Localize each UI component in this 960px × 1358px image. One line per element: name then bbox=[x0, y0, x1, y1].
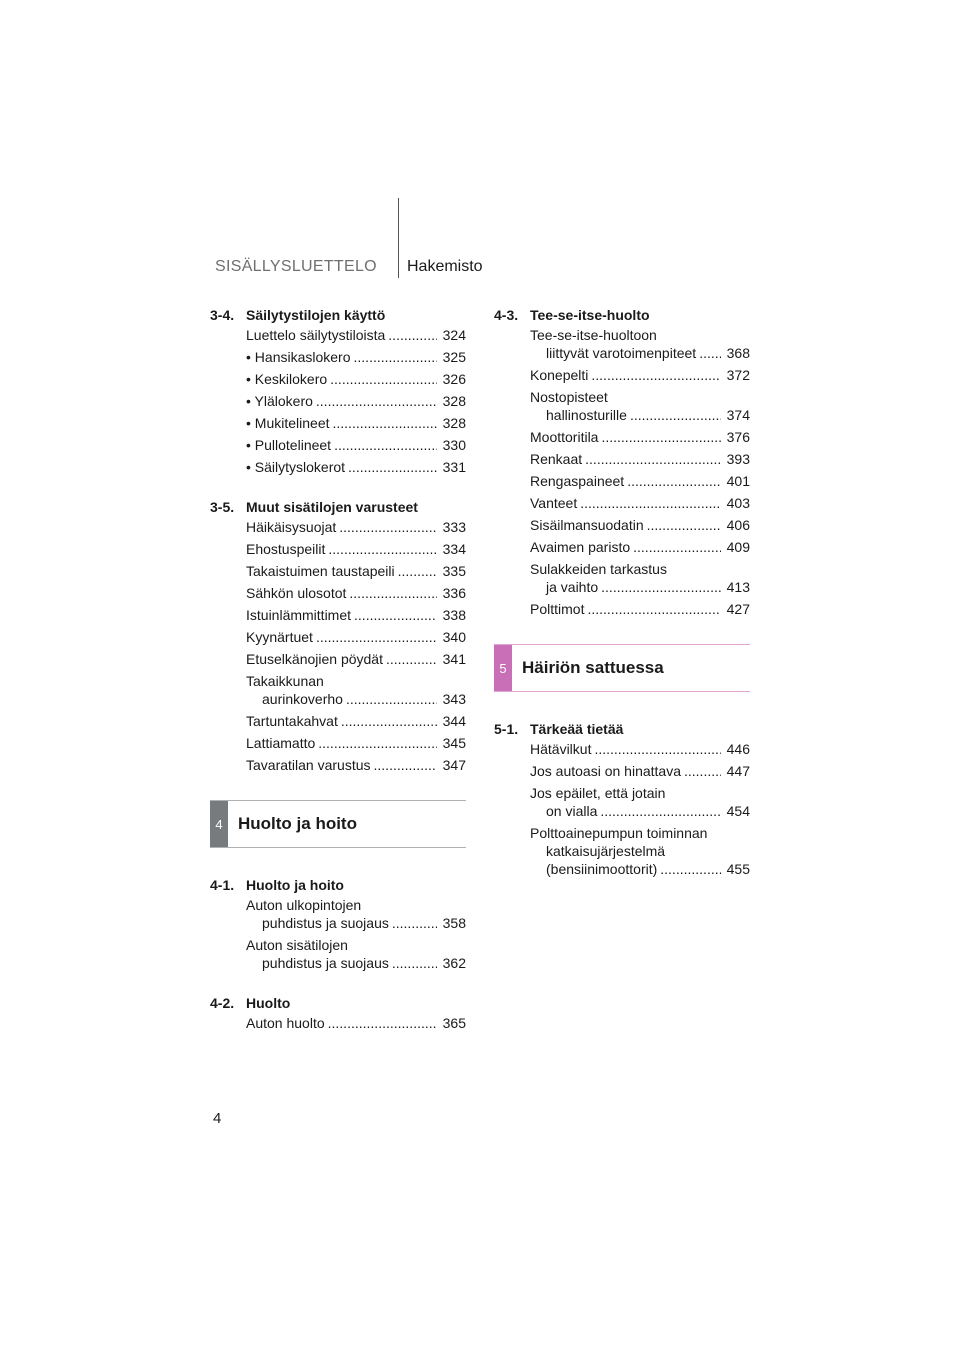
section-title: 4-2. Huolto bbox=[210, 995, 291, 1011]
toc-entry[interactable]: Sisäilmansuodatin ..... 406 bbox=[494, 516, 750, 534]
toc-entry[interactable]: Hätävilkut ..... 446 bbox=[494, 740, 750, 758]
toc-entry[interactable]: • Keskilokero ..... 326 bbox=[210, 370, 466, 388]
section-title: 3-5. Muut sisätilojen varusteet bbox=[210, 499, 418, 515]
toc-entry[interactable]: Lattiamatto ..... 345 bbox=[210, 734, 466, 752]
toc-entry[interactable]: Tartuntakahvat ..... 344 bbox=[210, 712, 466, 730]
toc-entry[interactable]: Jos autoasi on hinattava ..... 447 bbox=[494, 762, 750, 780]
section-4-3 bbox=[494, 304, 750, 618]
section-title: 3-4. Säilytystilojen käyttö bbox=[210, 307, 386, 323]
toc-entry[interactable]: • Hansikaslokero ..... 325 bbox=[210, 348, 466, 366]
toc-entry[interactable]: Polttoainepumpun toiminnan katkaisujärjestelmä (bensiinimoottorit) ..... 455 bbox=[494, 824, 750, 878]
header-index-link[interactable]: Hakemisto bbox=[407, 258, 483, 275]
section-4-1 bbox=[210, 874, 466, 972]
header-divider bbox=[398, 198, 399, 278]
chapter-title: Huolto ja hoito bbox=[238, 814, 357, 833]
toc-entry[interactable]: Tee-se-itse-huoltoon liittyvät varotoimenpiteet ..... 368 bbox=[494, 326, 750, 362]
toc-entry[interactable]: Konepelti ..... 372 bbox=[494, 366, 750, 384]
toc-entry[interactable]: Tavaratilan varustus ..... 347 bbox=[210, 756, 466, 774]
section-title: 4-1. Huolto ja hoito bbox=[210, 877, 344, 893]
chapter-5-tab: 5 bbox=[494, 645, 512, 691]
toc-entry[interactable]: Vanteet ..... 403 bbox=[494, 494, 750, 512]
toc-entry[interactable]: Auton sisätilojen puhdistus ja suojaus ..... 362 bbox=[210, 936, 466, 972]
toc-entry[interactable]: Polttimot ..... 427 bbox=[494, 600, 750, 618]
chapter-title: Häiriön sattuessa bbox=[522, 658, 664, 677]
toc-entry[interactable]: Jos epäilet, että jotain on vialla ..... 454 bbox=[494, 784, 750, 820]
toc-entry[interactable]: Moottoritila ..... 376 bbox=[494, 428, 750, 446]
header-contents-link[interactable]: SISÄLLYSLUETTELO bbox=[215, 258, 377, 275]
section-5-1 bbox=[494, 718, 750, 878]
toc-entry[interactable]: Häikäisysuojat ..... 333 bbox=[210, 518, 466, 536]
section-4-2 bbox=[210, 992, 466, 1032]
toc-entry[interactable]: Auton ulkopintojen puhdistus ja suojaus ..... 358 bbox=[210, 896, 466, 932]
chapter-5-heading[interactable] bbox=[494, 644, 750, 692]
toc-entry[interactable]: Istuinlämmittimet ..... 338 bbox=[210, 606, 466, 624]
section-title: 4-3. Tee-se-itse-huolto bbox=[494, 307, 650, 323]
toc-entry[interactable]: • Mukitelineet ..... 328 bbox=[210, 414, 466, 432]
chapter-4-tab: 4 bbox=[210, 801, 228, 847]
toc-entry[interactable]: Kyynärtuet ..... 340 bbox=[210, 628, 466, 646]
toc-entry[interactable]: • Ylälokero ..... 328 bbox=[210, 392, 466, 410]
toc-entry[interactable]: Sulakkeiden tarkastus ja vaihto ..... 413 bbox=[494, 560, 750, 596]
toc-entry[interactable]: • Pullotelineet ..... 330 bbox=[210, 436, 466, 454]
toc-entry[interactable]: Etuselkänojien pöydät ..... 341 bbox=[210, 650, 466, 668]
section-3-4 bbox=[210, 304, 466, 476]
toc-entry[interactable]: • Säilytyslokerot ..... 331 bbox=[210, 458, 466, 476]
toc-entry[interactable]: Avaimen paristo ..... 409 bbox=[494, 538, 750, 556]
toc-entry[interactable]: Ehostuspeilit ..... 334 bbox=[210, 540, 466, 558]
page-number: 4 bbox=[213, 1110, 222, 1127]
toc-entry[interactable]: Renkaat ..... 393 bbox=[494, 450, 750, 468]
toc-right-column bbox=[494, 304, 750, 898]
section-3-5 bbox=[210, 496, 466, 774]
toc-entry[interactable]: Auton huolto ..... 365 bbox=[210, 1014, 466, 1032]
toc-entry[interactable]: Luettelo säilytystiloista ..... 324 bbox=[210, 326, 466, 344]
toc-entry[interactable]: Sähkön ulosotot ..... 336 bbox=[210, 584, 466, 602]
chapter-4-heading[interactable] bbox=[210, 800, 466, 848]
toc-entry[interactable]: Nostopisteet hallinosturille ..... 374 bbox=[494, 388, 750, 424]
toc-entry[interactable]: Takaikkunan aurinkoverho ..... 343 bbox=[210, 672, 466, 708]
toc-entry[interactable]: Takaistuimen taustapeili ..... 335 bbox=[210, 562, 466, 580]
toc-left-column bbox=[210, 304, 466, 1052]
toc-entry[interactable]: Rengaspaineet ..... 401 bbox=[494, 472, 750, 490]
section-title: 5-1. Tärkeää tietää bbox=[494, 721, 624, 737]
